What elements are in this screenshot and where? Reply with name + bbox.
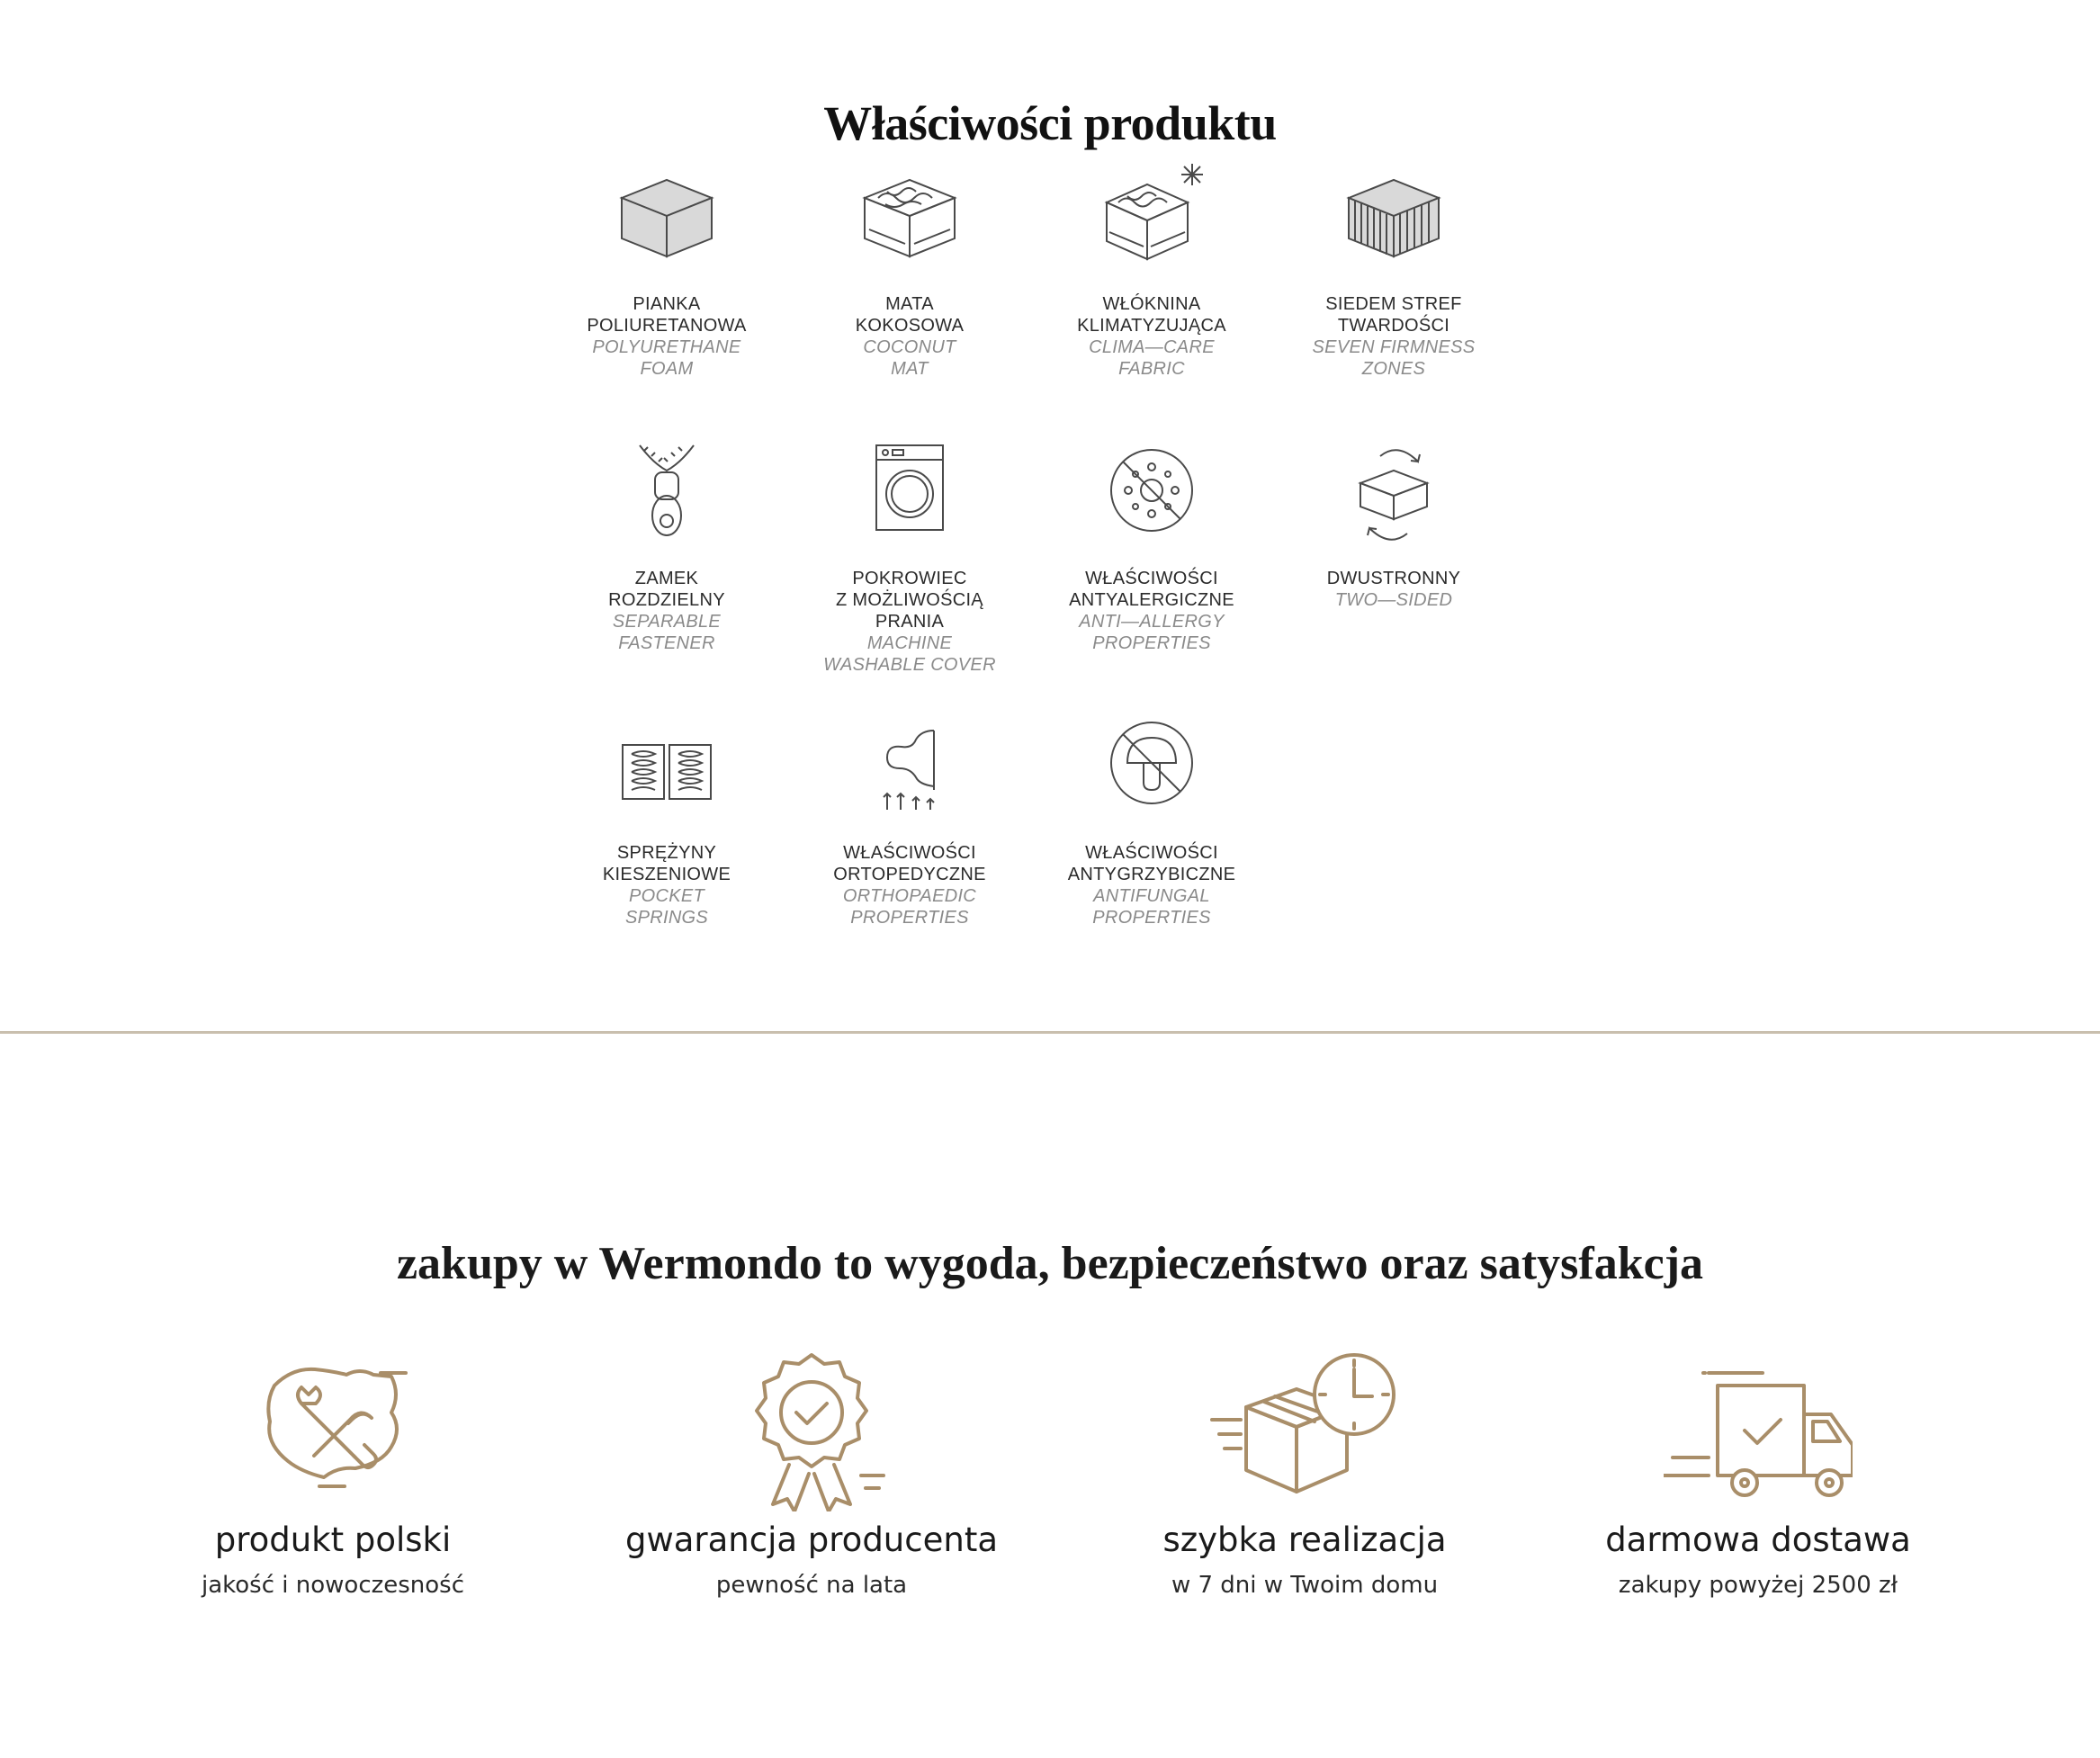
clima-fabric-icon (1093, 162, 1210, 279)
benefit-free-delivery (1524, 1350, 1992, 1599)
property-label-en: POCKET SPRINGS (624, 886, 709, 928)
properties-grid (0, 162, 2100, 954)
property-two-sided (1272, 436, 1515, 611)
coconut-mat-icon (851, 162, 968, 279)
benefits-title (0, 1237, 2100, 1290)
brand-name: Wermondo (598, 1238, 822, 1290)
benefit-subtitle: jakość i nowoczesność (201, 1572, 465, 1599)
property-label-en: TWO—SIDED (1334, 590, 1453, 610)
benefits-title-after: to wygoda, bezpieczeństwo oraz satysfakcja (821, 1238, 1704, 1290)
foam-block-icon (608, 162, 725, 279)
property-label-en: COCONUT MAT (863, 337, 956, 379)
property-polyurethane-foam (545, 162, 788, 380)
benefit-subtitle: w 7 dni w Twoim domu (1171, 1572, 1439, 1599)
benefit-title: gwarancja producenta (624, 1520, 998, 1559)
section-divider (0, 1031, 2100, 1034)
property-zipper (545, 436, 788, 654)
property-label-en: POLYURETHANE FOAM (592, 337, 741, 379)
benefits-title-before: zakupy w (396, 1238, 599, 1290)
two-sided-icon (1335, 436, 1452, 553)
property-label-pl: ZAMEK ROZDZIELNY (608, 569, 725, 610)
guarantee-badge-icon (717, 1350, 906, 1511)
property-clima-fabric (1030, 162, 1273, 380)
property-pocket-springs (545, 711, 788, 928)
property-antifungal (1030, 711, 1273, 928)
snowflake-icon (1181, 164, 1203, 185)
property-firmness-zones (1272, 162, 1515, 380)
benefit-title: produkt polski (214, 1520, 452, 1559)
property-anti-allergy (1030, 436, 1273, 654)
properties-title: Właściwości produktu (823, 96, 1277, 151)
property-label-pl: POKROWIEC Z MOŻLIWOŚCIĄ PRANIA (836, 569, 983, 632)
benefit-guarantee (578, 1350, 1046, 1599)
property-label-pl: MATA KOKOSOWA (855, 294, 965, 336)
property-label-pl: SIEDEM STREF TWARDOŚCI (1325, 294, 1462, 336)
antifungal-icon (1093, 711, 1210, 828)
property-orthopaedic (788, 711, 1031, 928)
benefit-title: szybka realizacja (1162, 1520, 1447, 1559)
property-label-en: CLIMA—CARE FABRIC (1089, 337, 1215, 379)
firmness-zones-icon (1335, 162, 1452, 279)
delivery-truck-icon (1664, 1350, 1853, 1511)
fast-box-clock-icon (1210, 1350, 1399, 1511)
orthopaedic-icon (851, 711, 968, 828)
property-label-en: ANTIFUNGAL PROPERTIES (1092, 886, 1211, 928)
property-label-pl: PIANKA POLIURETANOWA (587, 294, 747, 336)
property-label-pl: WŁAŚCIWOŚCI ANTYALERGICZNE (1069, 569, 1234, 610)
property-label-en: SEVEN FIRMNESS ZONES (1312, 337, 1476, 379)
property-label-pl: WŁÓKNINA KLIMATYZUJĄCA (1077, 294, 1226, 336)
property-label-pl: WŁAŚCIWOŚCI ORTOPEDYCZNE (833, 843, 986, 884)
property-label-pl: DWUSTRONNY (1326, 569, 1461, 588)
property-coconut-mat (788, 162, 1031, 380)
washing-machine-icon (851, 436, 968, 553)
benefit-subtitle: pewność na lata (715, 1572, 908, 1599)
property-label-pl: SPRĘŻYNY KIESZENIOWE (602, 843, 731, 884)
property-label-en: SEPARABLE FASTENER (612, 612, 722, 653)
property-label-pl: WŁAŚCIWOŚCI ANTYGRZYBICZNE (1067, 843, 1236, 884)
property-label-en: ANTI—ALLERGY PROPERTIES (1079, 612, 1225, 653)
property-label-en: ORTHOPAEDIC PROPERTIES (842, 886, 977, 928)
benefit-title: darmowa dostawa (1605, 1520, 1911, 1559)
benefit-subtitle: zakupy powyżej 2500 zł (1618, 1572, 1898, 1599)
property-label-en: MACHINE WASHABLE COVER (823, 633, 996, 675)
zipper-icon (608, 436, 725, 553)
anti-allergy-icon (1093, 436, 1210, 553)
property-washable-cover (788, 436, 1031, 676)
poland-tools-icon (238, 1350, 427, 1511)
pocket-springs-icon (608, 711, 725, 828)
benefit-fast-delivery (1071, 1350, 1539, 1599)
benefit-polish-product (99, 1350, 567, 1599)
